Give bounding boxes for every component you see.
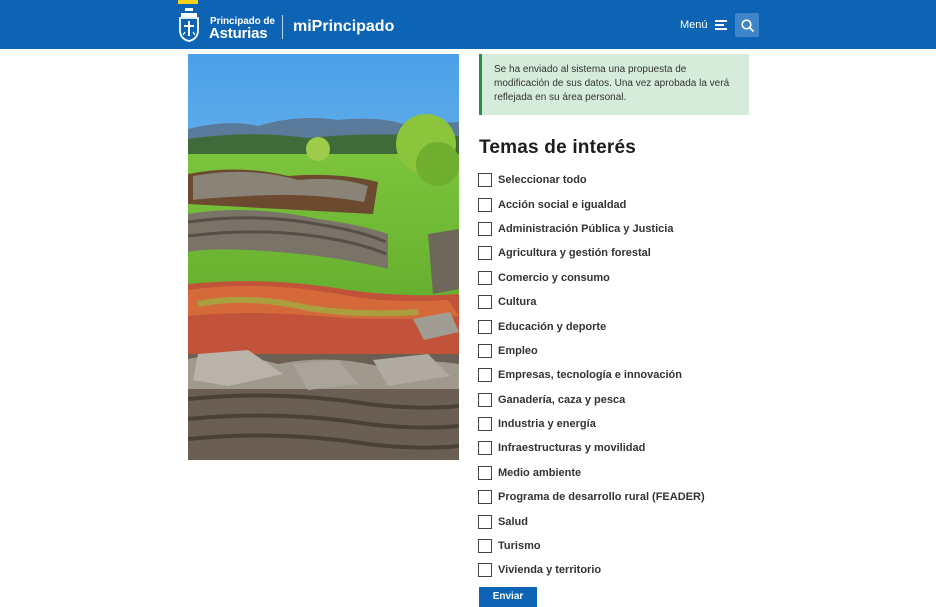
- search-icon: [741, 19, 754, 32]
- topic-checkbox-row[interactable]: [478, 241, 778, 265]
- topic-label: Medio ambiente: [498, 466, 582, 479]
- topic-label: Agricultura y gestión forestal: [498, 247, 651, 260]
- topic-checkbox[interactable]: [478, 466, 492, 480]
- topic-checkbox[interactable]: [478, 563, 492, 577]
- topic-checkbox[interactable]: [478, 222, 492, 236]
- topic-checkbox-row[interactable]: [478, 534, 778, 558]
- brand-divider: [282, 15, 283, 39]
- topic-checkbox-row[interactable]: [478, 388, 778, 412]
- topic-checkbox[interactable]: [478, 246, 492, 260]
- topic-label: Ganadería, caza y pesca: [498, 393, 626, 406]
- interests-title: Temas de interés: [479, 137, 637, 158]
- topic-checkbox[interactable]: [478, 539, 492, 553]
- topic-label: Empleo: [498, 344, 538, 357]
- topic-checkbox[interactable]: [478, 320, 492, 334]
- brand-name-line1[interactable]: Principado de: [210, 16, 275, 27]
- submit-button[interactable]: Enviar: [479, 587, 537, 607]
- topic-label: Cultura: [498, 296, 537, 309]
- topic-label: Turismo: [498, 540, 541, 553]
- topic-checkbox[interactable]: [478, 490, 492, 504]
- interests-checkbox-list: [478, 168, 778, 583]
- topic-checkbox[interactable]: [478, 368, 492, 382]
- brand-accent-tab: [178, 0, 198, 4]
- success-alert: [479, 54, 749, 115]
- topic-checkbox[interactable]: [478, 295, 492, 309]
- coat-of-arms-icon[interactable]: [178, 8, 200, 42]
- topic-checkbox-row[interactable]: [478, 363, 778, 387]
- topic-checkbox-row[interactable]: [478, 290, 778, 314]
- topic-checkbox-row[interactable]: [478, 461, 778, 485]
- site-header: [0, 0, 936, 49]
- select-all-checkbox[interactable]: [478, 173, 492, 187]
- topic-checkbox-row[interactable]: [478, 192, 778, 216]
- topic-label: Administración Pública y Justicia: [498, 222, 674, 235]
- topic-checkbox-row[interactable]: [478, 485, 778, 509]
- topic-label: Educación y deporte: [498, 320, 607, 333]
- topic-label: Acción social e igualdad: [498, 198, 627, 211]
- select-all-checkbox-row[interactable]: [478, 168, 778, 192]
- topic-checkbox[interactable]: [478, 198, 492, 212]
- topic-checkbox-row[interactable]: [478, 314, 778, 338]
- menu-button[interactable]: [680, 15, 727, 35]
- search-button[interactable]: [735, 13, 759, 37]
- menu-label: Menú: [680, 19, 708, 31]
- landscape-photo: [188, 54, 459, 460]
- topic-checkbox[interactable]: [478, 441, 492, 455]
- topic-checkbox-row[interactable]: [478, 266, 778, 290]
- topic-label: Vivienda y territorio: [498, 564, 602, 577]
- app-name[interactable]: miPrincipado: [293, 18, 395, 35]
- topic-checkbox-row[interactable]: [478, 509, 778, 533]
- topic-checkbox-row[interactable]: [478, 436, 778, 460]
- topic-checkbox[interactable]: [478, 344, 492, 358]
- topic-label: Seleccionar todo: [498, 174, 587, 187]
- topic-checkbox[interactable]: [478, 417, 492, 431]
- topic-checkbox[interactable]: [478, 515, 492, 529]
- topic-label: Industria y energía: [498, 418, 596, 431]
- topic-checkbox-row[interactable]: [478, 339, 778, 363]
- topic-checkbox-row[interactable]: [478, 412, 778, 436]
- topic-checkbox[interactable]: [478, 271, 492, 285]
- topic-label: Programa de desarrollo rural (FEADER): [498, 491, 705, 504]
- alert-message: Se ha enviado al sistema una propuesta de modificación de sus datos. Una vez aprobada la verá reflejada en su área personal.: [494, 64, 730, 103]
- brand-name-line2[interactable]: Asturias: [209, 25, 268, 42]
- topic-label: Salud: [498, 515, 528, 528]
- topic-label: Empresas, tecnología e innovación: [498, 369, 682, 382]
- topic-label: Infraestructuras y movilidad: [498, 442, 646, 455]
- topic-checkbox-row[interactable]: [478, 558, 778, 582]
- menu-icon: [715, 20, 727, 30]
- topic-checkbox-row[interactable]: [478, 217, 778, 241]
- topic-label: Comercio y consumo: [498, 271, 610, 284]
- topic-checkbox[interactable]: [478, 393, 492, 407]
